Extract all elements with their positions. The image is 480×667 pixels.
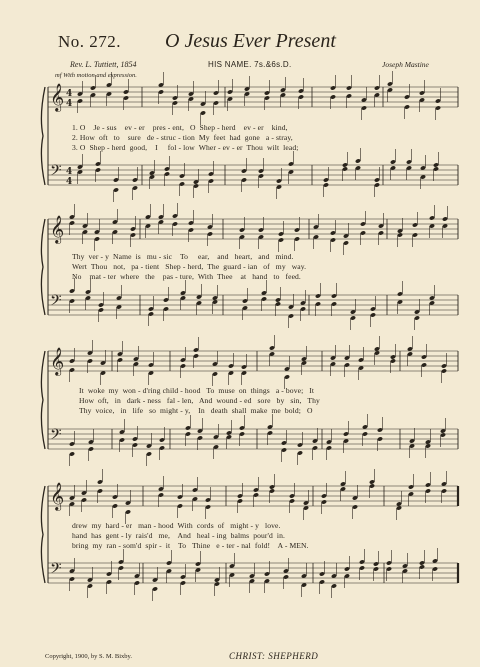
lyric-line: Thy ver - y Name is mu - sic To ear, and heart, and mind.: [72, 252, 294, 261]
time-signature: 4: [66, 167, 73, 177]
lyric-line: How oft, in dark - ness fal - len, And wound - ed sore by sin, Thy: [79, 396, 320, 405]
clef: 𝄞: [50, 347, 65, 375]
lyric-line: Wert Thou not, pa - tient Shep - herd, The guard - ian of my way.: [72, 262, 307, 271]
clef: 𝄢: [50, 560, 62, 581]
lyric-line: 2. How oft to sure de - struc - tion My feet had gone a - stray,: [72, 133, 293, 142]
lyric-line: bring my ran - som'd spir - it To Thine e - ter - nal fold! A - MEN.: [72, 541, 309, 550]
clef: 𝄢: [50, 162, 62, 183]
lyric-line: hand has gent - ly rais'd me, And heal - ing balms pour'd in.: [72, 531, 286, 540]
dynamics-marking: mf With motion and expression.: [55, 72, 137, 79]
hymn-author: Rev. L. Tuttiett, 1854: [70, 60, 137, 69]
lyric-line: 1. O Je - sus ev - er pres - ent, O Shep - herd ev - er kind,: [72, 123, 288, 132]
composer: Joseph Mastine: [382, 60, 429, 69]
clef: 𝄞: [50, 83, 65, 111]
hymn-title: O Jesus Ever Present: [165, 30, 336, 52]
brace: [41, 219, 45, 315]
clef: 𝄢: [50, 426, 62, 447]
lyric-line: drew my hard - er man - hood With cords of might - y love.: [72, 521, 281, 530]
brace: [41, 87, 45, 185]
lyric-line: No mat - ter where the pas - ture, With Thee at hand to feed.: [72, 272, 301, 281]
time-signature: 4: [66, 177, 73, 187]
topic-category: CHRIST: SHEPHERD: [229, 651, 319, 661]
lyric-line: Thy voice, in life so might - y, In death shall make me bold; O: [79, 406, 313, 415]
hymn-number: No. 272.: [58, 32, 122, 51]
clef: 𝄢: [50, 292, 62, 313]
brace: [41, 486, 45, 583]
clef: 𝄞: [50, 215, 65, 243]
brace: [41, 351, 45, 449]
tune-name: HIS NAME. 7s.&6s.D.: [208, 60, 292, 69]
time-signature: 4: [66, 99, 73, 109]
time-signature: 4: [66, 89, 73, 99]
clef: 𝄞: [50, 482, 65, 510]
lyric-line: It woke my won - d'ring child - hood To muse on things a - bove; It: [79, 386, 315, 395]
copyright: Copyright, 1900, by S. M. Bixby.: [45, 653, 132, 660]
lyric-line: 3. O Shep - herd good, I fol - low Wher - ev - er Thou wilt lead;: [72, 143, 299, 152]
